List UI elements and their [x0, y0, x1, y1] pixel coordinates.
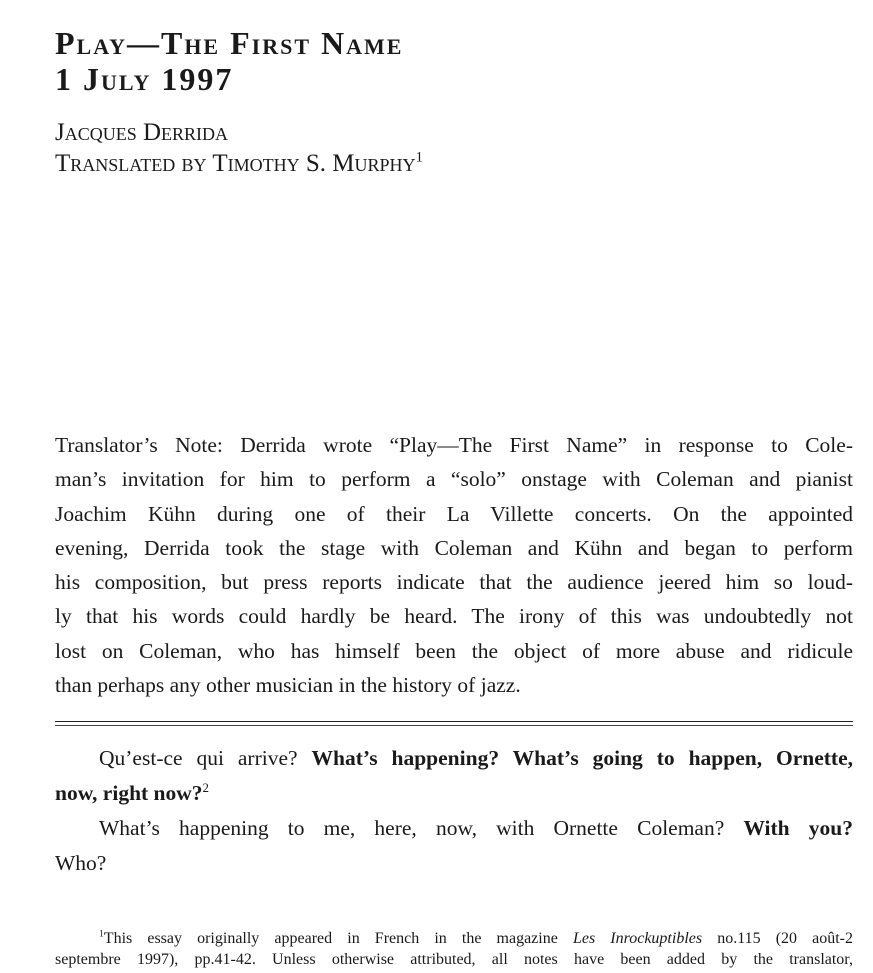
paragraph-2-text: What’s happening to me, here, now, with Ornette Coleman?	[99, 816, 725, 840]
note-line: Joachim Kühn during one of their La Villette concerts. On the appointed	[55, 501, 853, 526]
page	[55, 0, 855, 973]
translator-name: Translated by Timothy S. Murphy	[55, 150, 416, 177]
paragraph-2-line-2: Who?	[55, 851, 107, 875]
author-name: Jacques Derrida	[55, 119, 229, 146]
paragraph-2-bold: With you?	[743, 816, 853, 840]
french-question: Qu’est-ce qui arrive?	[99, 746, 298, 770]
note-line: Translator’s Note: Derrida wrote “Play—The First Name” in response to Cole-	[55, 433, 853, 457]
paragraph-1-line-1	[55, 741, 853, 776]
note-line: ly that his words could hardly be heard. The irony of this was undoubtedly not	[55, 604, 853, 629]
byline	[55, 117, 423, 179]
translator-line	[55, 148, 423, 179]
magazine-title: Les Inrockuptibles	[572, 930, 703, 947]
paragraph-2-line-1	[55, 811, 853, 846]
title-line-2: 1 July 1997	[55, 61, 234, 97]
footnote-ref-1[interactable]: 1	[415, 149, 423, 166]
section-divider-top	[55, 721, 853, 722]
footnote-line-1	[55, 928, 853, 949]
section-divider-bottom	[55, 725, 853, 726]
english-question-end: now, right now?	[55, 781, 203, 805]
footnote-text-a: This essay originally appeared in French in the magazine	[103, 930, 558, 947]
note-line: his composition, but press reports indicate that the audience jeered him so loud-	[55, 570, 853, 595]
footnote-line-2: septembre 1997), pp.41-42. Unless otherwise attributed, all notes have been added by the translator,	[55, 951, 853, 968]
essay-body	[55, 741, 853, 881]
footnote	[55, 928, 853, 970]
translator-note	[55, 428, 853, 702]
note-line: evening, Derrida took the stage with Coleman and Kühn and began to perform	[55, 535, 853, 560]
paragraph-1-line-2	[55, 776, 853, 811]
english-question: What’s happening? What’s going to happen, Ornette,	[311, 746, 853, 770]
footnote-marker: 1	[99, 928, 104, 940]
note-line: lost on Coleman, who has himself been the object of more abuse and ridicule	[55, 638, 853, 663]
footnote-text-b: no.115 (20 août-2	[717, 930, 854, 947]
note-line: than perhaps any other musician in the history of jazz.	[55, 673, 521, 698]
title-line-1: Play—The First Name	[55, 25, 404, 61]
footnote-ref-2[interactable]: 2	[202, 780, 209, 795]
note-line: man’s invitation for him to perform a “solo” onstage with Coleman and pianist	[55, 467, 853, 492]
essay-title	[55, 25, 403, 97]
